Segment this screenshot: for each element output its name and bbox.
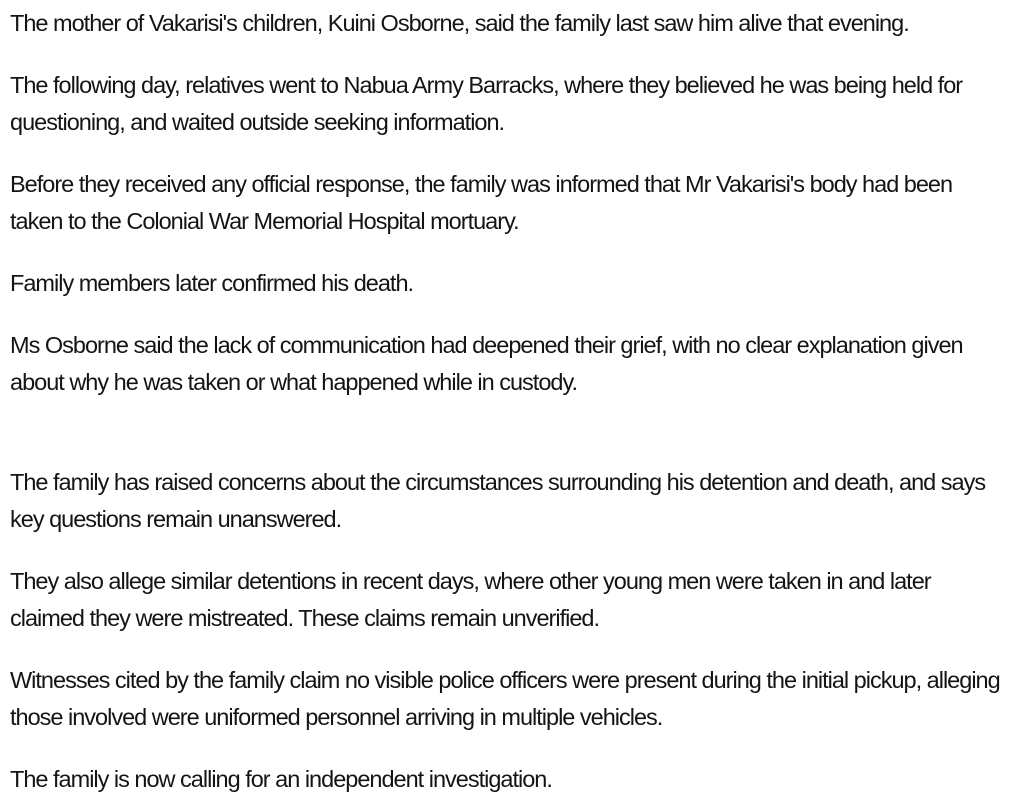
article-paragraph: Ms Osborne said the lack of communication had deepened their grief, with no clear explanation given about why he was taken or what happened while in custody. xyxy=(10,332,963,395)
article-paragraph: The following day, relatives went to Nabua Army Barracks, where they believed he was being held for questioning, and waited outside seeking information. xyxy=(10,72,963,135)
article-paragraph: The family is now calling for an independent investigation. xyxy=(10,766,552,792)
article-paragraph: The family has raised concerns about the circumstances surrounding his detention and death, and says key questions remain unanswered. xyxy=(10,469,986,532)
article-paragraph: Family members later confirmed his death. xyxy=(10,270,414,296)
article-paragraph: Witnesses cited by the family claim no visible police officers were present during the initial pickup, alleging those involved were uniformed personnel arriving in multiple vehicles. xyxy=(10,667,1000,730)
article-paragraph: They also allege similar detentions in recent days, where other young men were taken in and later claimed they were mistreated. These claims remain unverified. xyxy=(10,568,931,631)
article-paragraph: The mother of Vakarisi's children, Kuini Osborne, said the family last saw him alive that evening. xyxy=(10,10,909,36)
section-break xyxy=(10,426,1012,464)
article-paragraph: Before they received any official response, the family was informed that Mr Vakarisi's body had been taken to the Colonial War Memorial Hospital mortuary. xyxy=(10,171,953,234)
